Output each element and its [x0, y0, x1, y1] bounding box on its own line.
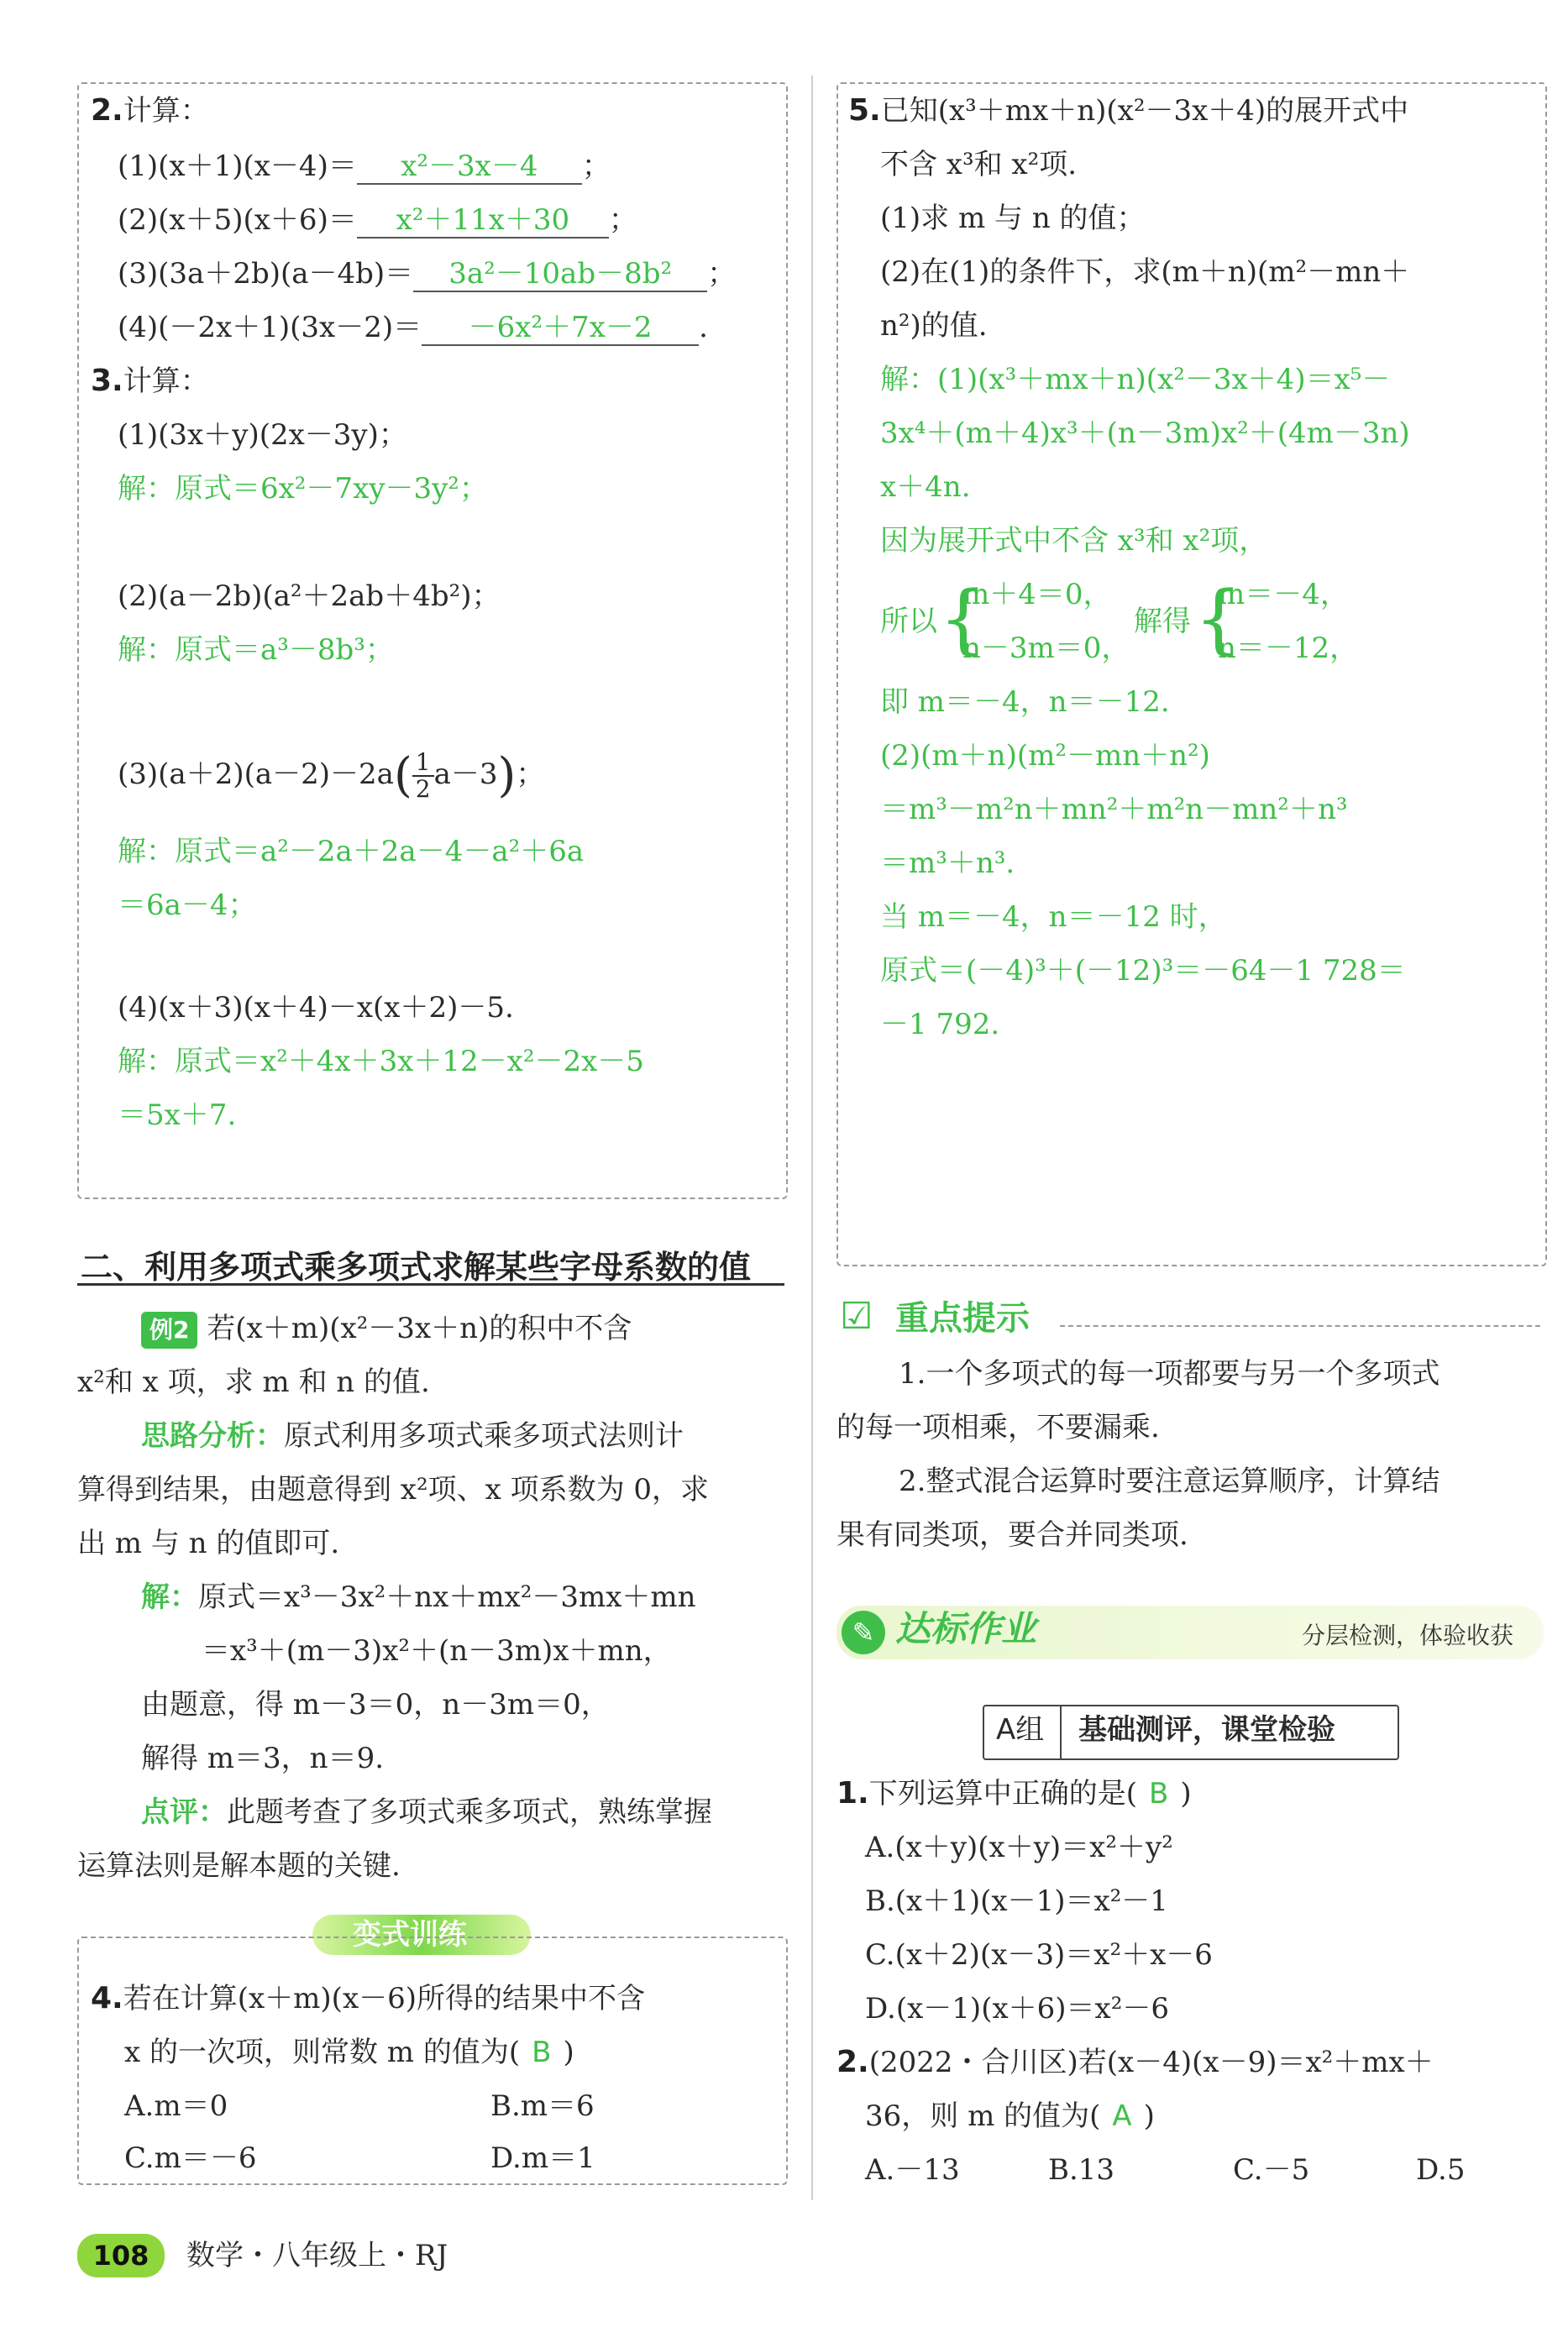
hq1-option-a: A.(x＋y)(x＋y)＝x²＋y²: [865, 1831, 1173, 1864]
q5-system-r2: n＝－12，: [1218, 632, 1359, 665]
solution-line-1: 解：原式＝x³－3x²＋nx＋mx²－3mx＋mn: [141, 1580, 696, 1614]
q5-solution-7: (2)(m＋n)(m²－mn＋n²): [880, 739, 1210, 773]
page-number-badge: 108: [77, 2234, 165, 2277]
q5-line-1: 5.已知(x³＋mx＋n)(x²－3x＋4)的展开式中: [848, 93, 1409, 128]
q3-solution-3b: ＝6a－4；: [118, 888, 257, 922]
solution-line-3: 由题意，得 m－3＝0，n－3m＝0，: [141, 1688, 610, 1722]
hq1-stem: 1.下列运算中正确的是( B ): [836, 1776, 1192, 1811]
example-tag: 例2: [141, 1312, 197, 1349]
tips-line-2b: 果有同类项，要合并同类项.: [836, 1518, 1188, 1552]
q3-solution-4a: 解：原式＝x²＋4x＋3x＋12－x²－2x－5: [118, 1045, 644, 1078]
q3-solution-4b: ＝5x＋7.: [118, 1098, 237, 1132]
analysis-line-2: 算得到结果，由题意得到 x²项、x 项系数为 0，求: [77, 1473, 710, 1507]
q3-solution-2: 解：原式＝a³－8b³；: [118, 633, 394, 667]
q5-solution-1: 解：(1)(x³＋mx＋n)(x²－3x＋4)＝x⁵－: [880, 363, 1391, 396]
analysis-line-1: 思路分析：原式利用多项式乘多项式法则计: [141, 1419, 684, 1453]
q4-option-d: D.m＝1: [490, 2141, 595, 2175]
section-2-underline: [77, 1283, 784, 1286]
q5-system-solve: 解得: [1134, 605, 1191, 638]
q2-title: 2.计算：: [91, 93, 209, 128]
solution-line-4: 解得 m＝3，n＝9.: [141, 1742, 385, 1775]
hq1-option-d: D.(x－1)(x＋6)＝x²－6: [865, 1992, 1169, 2026]
hq2-line-1: 2.(2022・合川区)若(x－4)(x－9)＝x²＋mx＋: [836, 2045, 1434, 2079]
section-2-title: 二、利用多项式乘多项式求解某些字母系数的值: [81, 1249, 752, 1286]
example-2-line-2: x²和 x 项，求 m 和 n 的值.: [77, 1365, 430, 1399]
q3-part-1: (1)(3x＋y)(2x－3y)；: [118, 418, 407, 452]
q5-solution-8: ＝m³－m²n＋mn²＋m²n－mn²＋n³: [880, 793, 1348, 826]
q5-line-4: (2)在(1)的条件下，求(m＋n)(m²－mn＋: [880, 255, 1410, 289]
q5-solution-2: 3x⁴＋(m＋4)x³＋(n－3m)x²＋(4m－3n): [880, 417, 1410, 450]
footer-text: 数学・八年级上・RJ: [186, 2239, 448, 2272]
q3-part-2: (2)(a－2b)(a²＋2ab＋4b²)；: [118, 579, 501, 613]
hq2-option-c: C.－5: [1233, 2153, 1310, 2187]
comment-line-2: 运算法则是解本题的关键.: [77, 1849, 401, 1883]
q5-solution-6: 即 m＝－4，n＝－12.: [880, 685, 1170, 719]
q2-item-3: (3)(3a＋2b)(a－4b)＝ 3a²－10ab－8b² ；: [118, 257, 737, 291]
homework-title: 达标作业: [895, 1608, 1037, 1649]
q5-solution-3: x＋4n.: [880, 470, 971, 504]
fraction-one-half: $\frac{1}{2}$: [412, 750, 434, 802]
hq2-line-2: 36，则 m 的值为( A ): [865, 2099, 1155, 2133]
hq1-option-c: C.(x＋2)(x－3)＝x²＋x－6: [865, 1938, 1213, 1972]
q5-line-3: (1)求 m 与 n 的值；: [880, 202, 1146, 235]
q3-solution-1: 解：原式＝6x²－7xy－3y²；: [118, 472, 488, 506]
q5-system-eq1: m＋4＝0，: [962, 578, 1112, 611]
q5-solution-12: －1 792.: [880, 1008, 1000, 1041]
hq2-option-a: A.－13: [865, 2153, 960, 2187]
group-a-label: A组: [996, 1713, 1045, 1747]
group-a-divider: [1060, 1705, 1062, 1760]
q4-option-c: C.m＝－6: [124, 2141, 257, 2175]
column-divider: [811, 76, 813, 2200]
q5-solution-9: ＝m³＋n³.: [880, 846, 1015, 880]
q5-line-5: n²)的值.: [880, 309, 988, 343]
analysis-line-3: 出 m 与 n 的值即可.: [77, 1527, 340, 1560]
check-icon: ☑: [840, 1295, 873, 1338]
pencil-icon: ✎: [842, 1611, 885, 1654]
q2-item-1: (1)(x＋1)(x－4)＝ x²－3x－4 ；: [118, 149, 611, 183]
q5-system-r1: m＝－4，: [1218, 578, 1349, 611]
homework-subtitle: 分层检测，体验收获: [1302, 1622, 1514, 1649]
group-a-title: 基础测评，课堂检验: [1078, 1713, 1335, 1747]
comment-line-1: 点评：此题考查了多项式乘多项式，熟练掌握: [141, 1795, 712, 1829]
hq2-option-b: B.13: [1048, 2153, 1115, 2187]
tips-line-2a: 2.整式混合运算时要注意运算顺序，计算结: [899, 1465, 1440, 1498]
tips-divider: [1060, 1325, 1540, 1327]
q5-system-brace-1: {: [939, 575, 988, 663]
q5-system-brace-2: {: [1194, 575, 1243, 663]
q2-item-4: (4)(－2x＋1)(3x－2)＝ －6x²＋7x－2 .: [118, 311, 708, 344]
variant-training-label: 变式训练: [353, 1918, 467, 1952]
tips-line-1a: 1.一个多项式的每一项都要与另一个多项式: [899, 1357, 1440, 1391]
q5-system-eq2: n－3m＝0，: [962, 632, 1130, 665]
q5-solution-4: 因为展开式中不含 x³和 x²项，: [880, 524, 1268, 558]
tips-line-1b: 的每一项相乘，不要漏乘.: [836, 1411, 1160, 1444]
q2-item-2: (2)(x＋5)(x＋6)＝ x²＋11x＋30 ；: [118, 203, 637, 237]
solution-line-2: ＝x³＋(m－3)x²＋(n－3m)x＋mn，: [202, 1634, 672, 1668]
q4-option-a: A.m＝0: [124, 2089, 228, 2123]
q3-part-4: (4)(x＋3)(x＋4)－x(x＋2)－5.: [118, 991, 514, 1025]
hq2-option-d: D.5: [1416, 2153, 1466, 2187]
q4-line-2: x 的一次项，则常数 m 的值为( B ): [124, 2036, 574, 2069]
q5-system-so: 所以: [880, 605, 937, 638]
q4-option-b: B.m＝6: [490, 2089, 595, 2123]
q5-line-2: 不含 x³和 x²项.: [880, 148, 1078, 181]
q3-solution-3a: 解：原式＝a²－2a＋2a－4－a²＋6a: [118, 835, 585, 868]
hq1-option-b: B.(x＋1)(x－1)＝x²－1: [865, 1884, 1168, 1918]
q5-solution-11: 原式＝(－4)³＋(－12)³＝－64－1 728＝: [880, 954, 1406, 988]
q5-solution-10: 当 m＝－4，n＝－12 时，: [880, 900, 1227, 934]
tips-title: 重点提示: [895, 1299, 1030, 1338]
q3-part-3: (3)(a＋2)(a－2)－2a( $\frac{1}{2}$ a－3)；: [118, 748, 545, 803]
q3-title: 3.计算：: [91, 364, 209, 398]
q4-line-1: 4.若在计算(x＋m)(x－6)所得的结果中不含: [91, 1981, 646, 2015]
example-2-line-1: 例2 若(x＋m)(x²－3x＋n)的积中不含: [141, 1312, 632, 1349]
